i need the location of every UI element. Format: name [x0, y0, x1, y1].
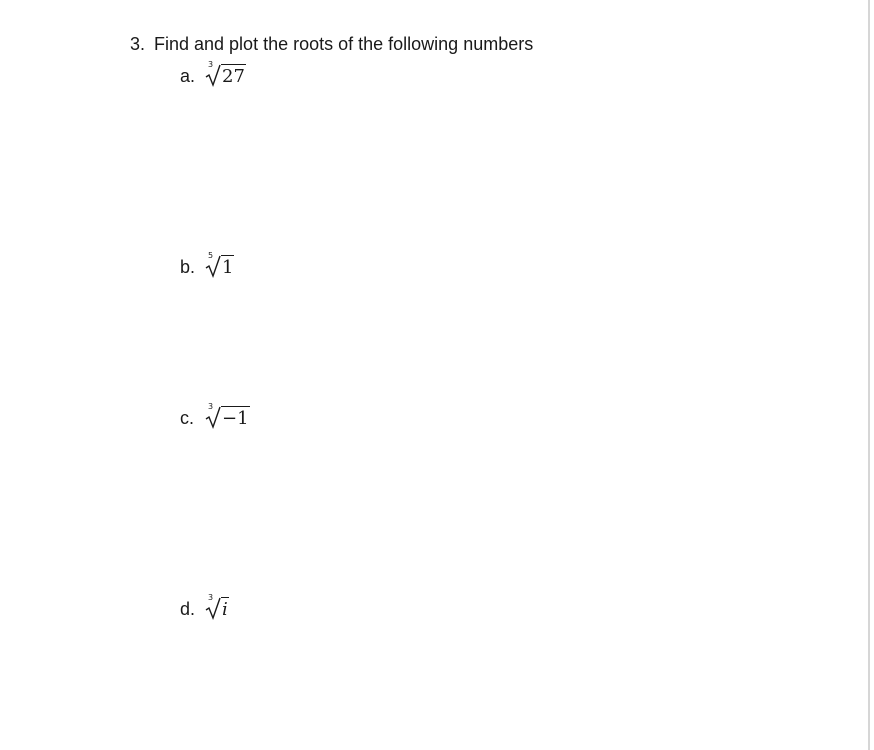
radical-sign-icon — [206, 64, 220, 86]
radicand: i — [222, 599, 228, 620]
question-text: Find and plot the roots of the following numbers — [154, 34, 534, 54]
item-letter: c. — [180, 408, 195, 428]
radical-sign-icon — [206, 597, 220, 619]
radicand: 1 — [222, 257, 234, 278]
question-number: 3. — [130, 34, 146, 54]
root-index: 3 — [208, 402, 214, 411]
root-index: 3 — [208, 593, 214, 602]
radicand: −1 — [222, 408, 249, 429]
radicand: 27 — [222, 66, 245, 87]
item-letter: d. — [180, 599, 196, 619]
item-letter: a. — [180, 66, 196, 86]
root-index: 3 — [208, 60, 214, 69]
root-index: 5 — [208, 251, 214, 260]
item-letter: b. — [180, 257, 196, 277]
radical-sign-icon — [206, 255, 220, 277]
question-heading — [130, 33, 533, 55]
radical-sign-icon — [206, 406, 220, 428]
